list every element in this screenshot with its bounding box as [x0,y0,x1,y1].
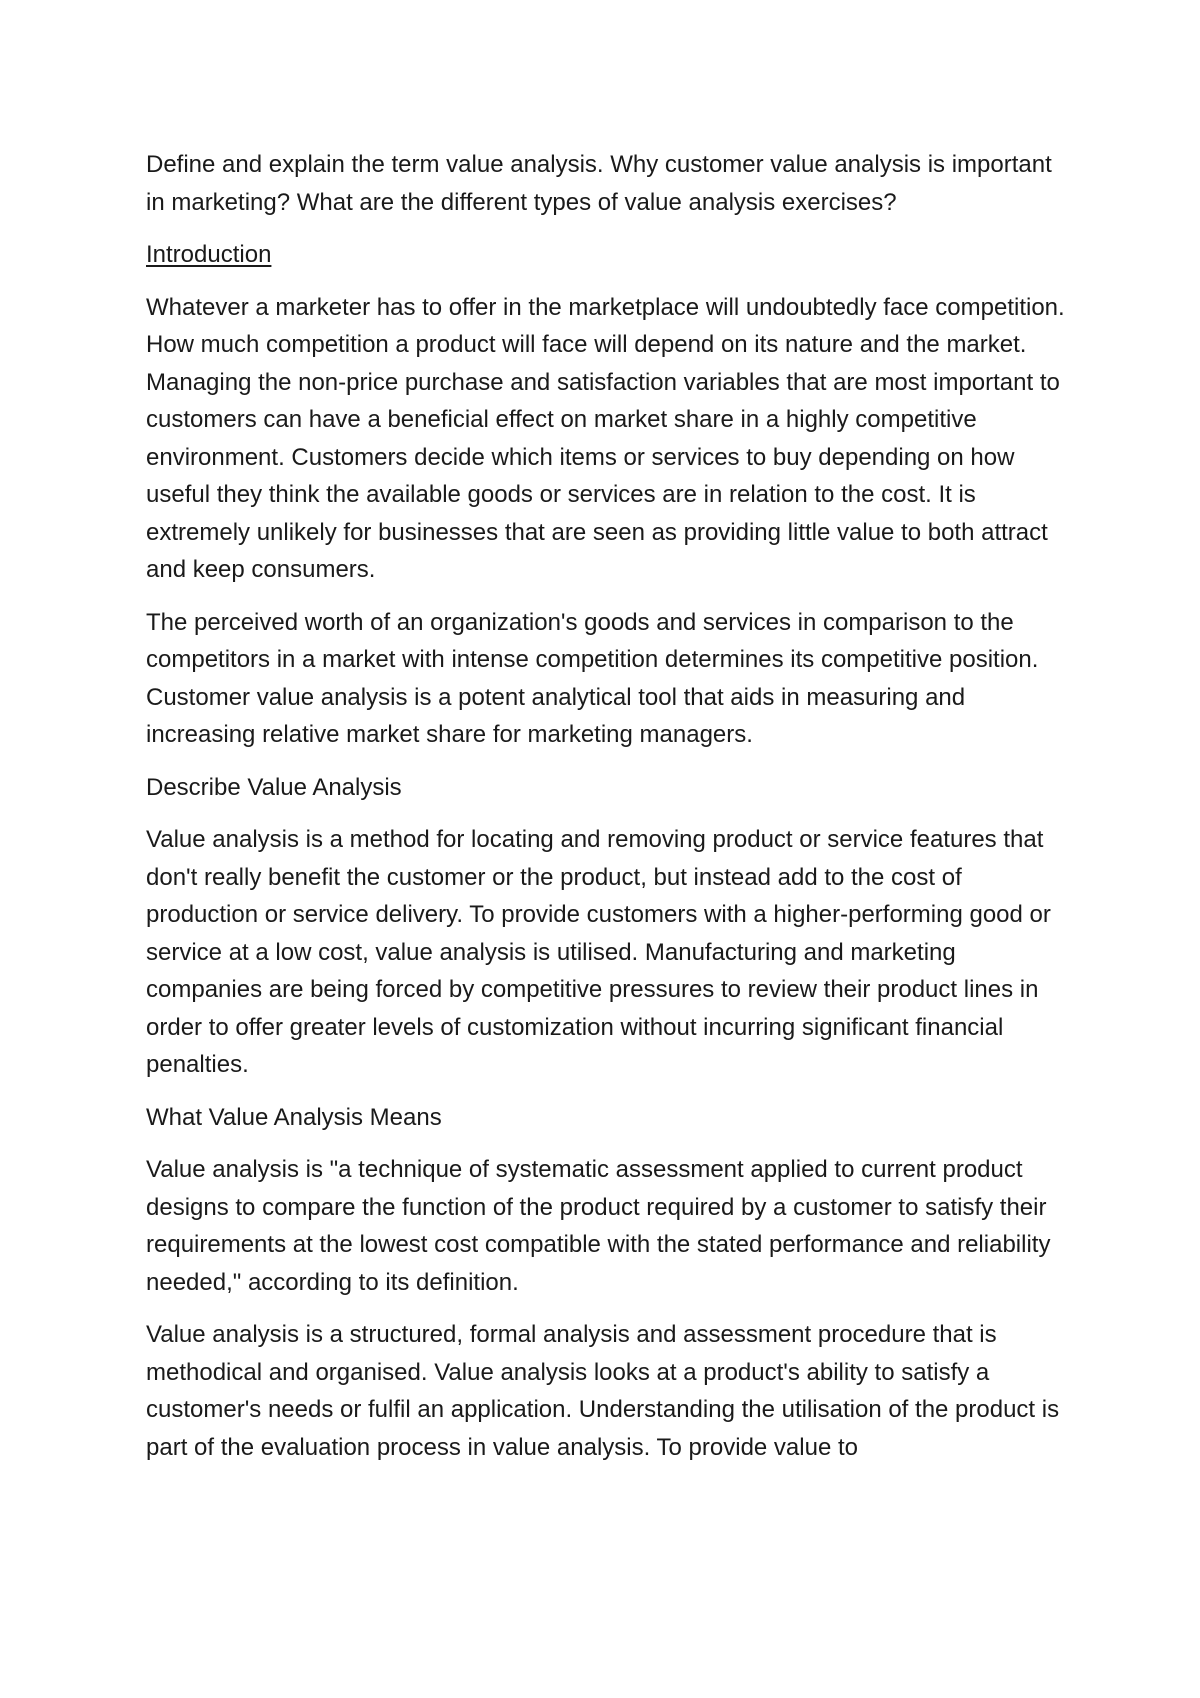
means-paragraph-2: Value analysis is a structured, formal analysis and assessment procedure that is methodical and organised. Value analysis looks at a product's ability to satisfy a customer's needs or fulfil an application. Understanding the utilisation of the product is part of the evaluation process in value analysis. To provide value to [146,1321,1060,1461]
introduction-heading: Introduction [146,241,272,268]
question-text: Define and explain the term value analysis. Why customer value analysis is important in marketing? What are the different types of value analysis exercises? [146,151,1052,216]
describe-paragraph: Value analysis is a method for locating and removing product or service features that don't really benefit the customer or the product, but instead add to the cost of production or service delivery. To provide customers with a higher-performing good or service at a low cost, value analysis is utilised. Manufacturing and marketing companies are being forced by competitive pressures to review their product lines in order to offer greater levels of customization without incurring significant financial penalties. [146,826,1051,1078]
intro-paragraph-1: Whatever a marketer has to offer in the marketplace will undoubtedly face competition. How much competition a product will face will depend on its nature and the market. Managing the non-price purchase and satisfaction variables that are most important to customers can have a beneficial effect on market share in a highly competitive environment. Customers decide which items or services to buy depending on how useful they think the available goods or services are in relation to the cost. It is extremely unlikely for businesses that are seen as providing little value to both attract and keep consumers. [146,293,1065,583]
describe-value-analysis-heading: Describe Value Analysis [146,773,402,801]
what-value-analysis-means-heading: What Value Analysis Means [146,1103,442,1131]
intro-paragraph-2: The perceived worth of an organization's goods and services in comparison to the competitors in a market with intense competition determines its competitive position. Customer value analysis is a potent analytical tool that aids in measuring and increasing relative market share for marketing managers. [146,608,1039,748]
document-body [146,146,1076,1481]
means-paragraph-1: Value analysis is "a technique of systematic assessment applied to current product designs to compare the function of the product required by a customer to satisfy their requirements at the lowest cost compatible with the stated performance and reliability needed," according to its definition. [146,1156,1051,1296]
